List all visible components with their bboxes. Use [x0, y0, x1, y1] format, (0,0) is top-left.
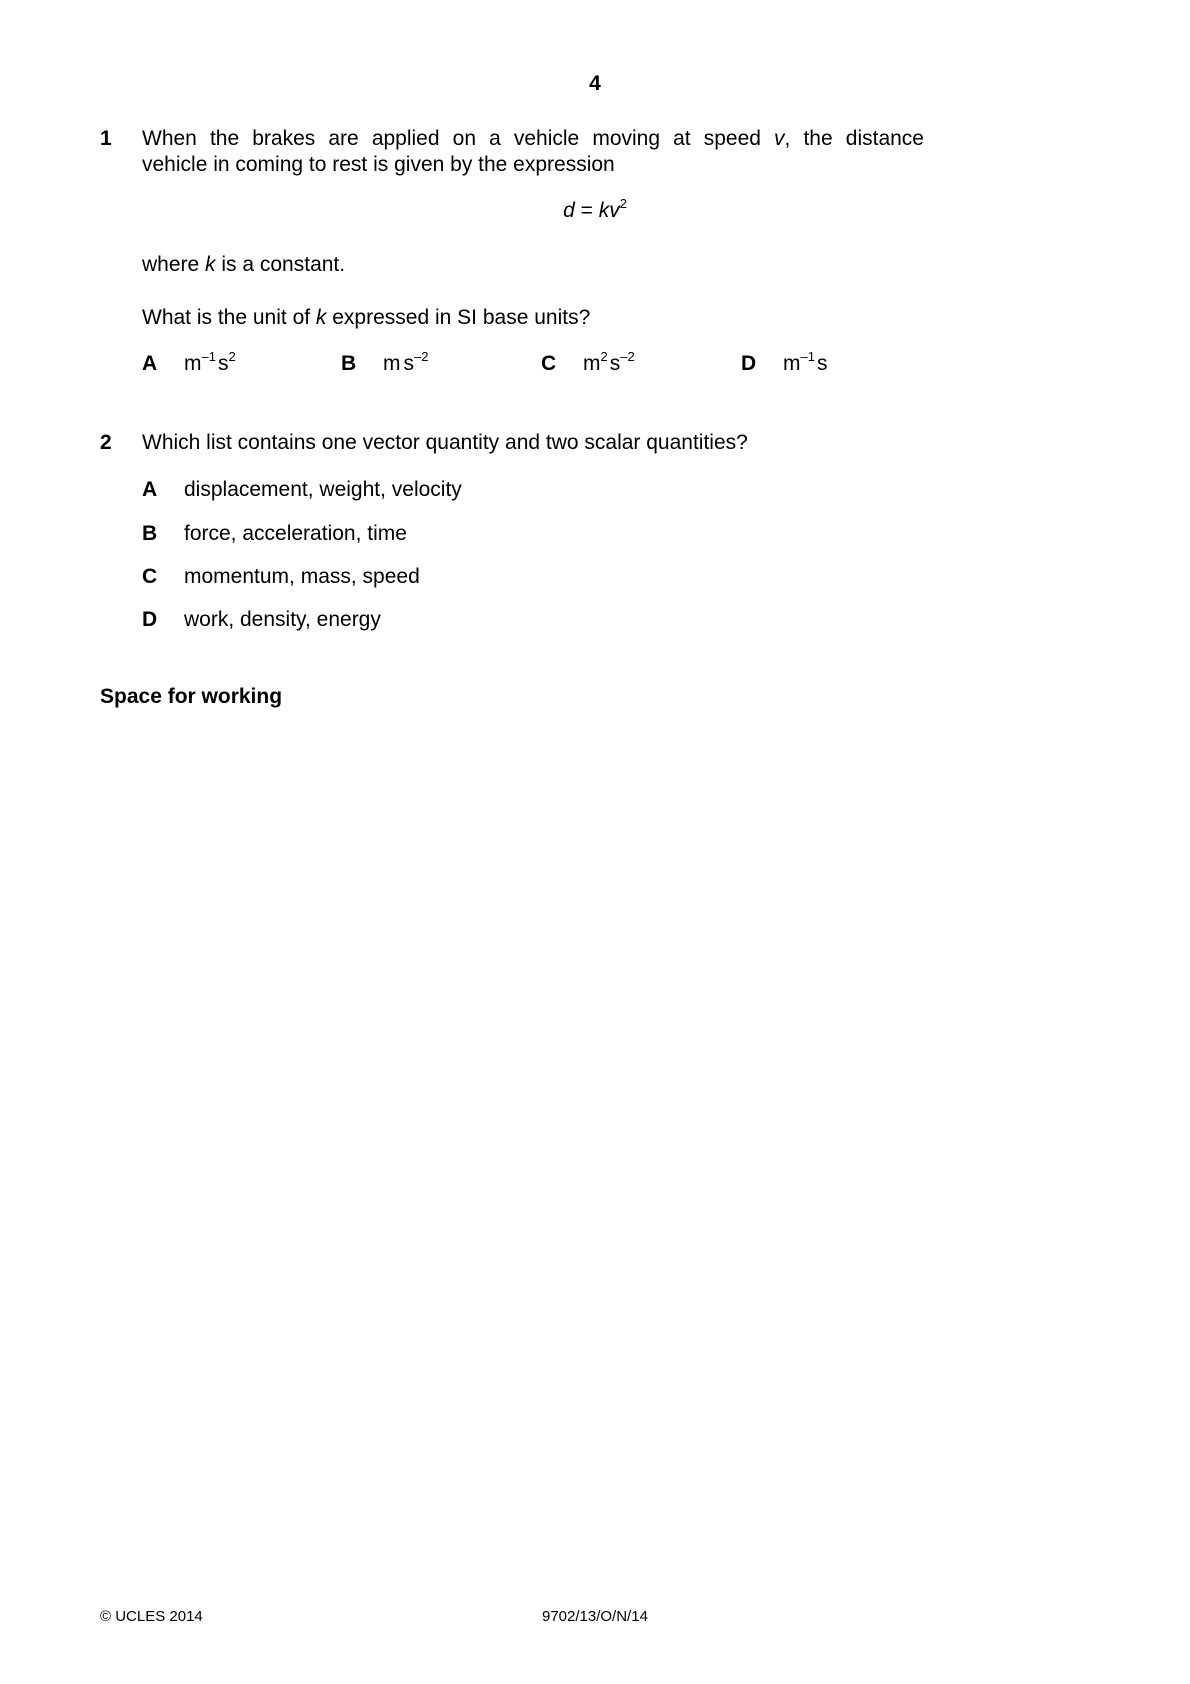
option-unit: [184, 349, 236, 376]
option-letter: C: [142, 565, 158, 588]
question-1-option-a[interactable]: [142, 349, 236, 376]
equation-exponent: 2: [619, 196, 627, 211]
option-letter: A: [142, 352, 158, 375]
option-letter: D: [741, 352, 757, 375]
ask-text: expressed in SI base units?: [326, 306, 591, 329]
where-text: is a constant.: [215, 253, 346, 276]
option-text: work, density, energy: [184, 608, 381, 631]
question-1-option-d[interactable]: [741, 349, 828, 376]
option-unit: [783, 349, 828, 376]
question-1-stem: [142, 126, 924, 178]
equation: [0, 196, 1190, 223]
unit-base: m: [383, 352, 401, 375]
speed-variable: v: [774, 127, 785, 150]
option-text: momentum, mass, speed: [184, 565, 420, 588]
where-statement: [142, 252, 345, 278]
equation-rhs: kv: [598, 199, 620, 222]
unit-exponent: –2: [414, 349, 429, 364]
equation-lhs: d: [563, 199, 575, 222]
option-letter: C: [541, 352, 557, 375]
stem-text: When the brakes are applied on a vehicle moving at speed: [142, 127, 775, 150]
unit-exponent: –1: [201, 349, 216, 364]
question-2-number: 2: [100, 431, 112, 454]
question-2-option-a[interactable]: [142, 478, 462, 502]
option-letter: B: [341, 352, 357, 375]
page-number: 4: [589, 72, 601, 95]
question-1-option-b[interactable]: [341, 349, 429, 376]
unit-base: m: [583, 352, 601, 375]
k-variable: k: [315, 306, 327, 329]
where-text: where: [142, 253, 206, 276]
question-1-option-c[interactable]: [541, 349, 635, 376]
footer-paper-code: 9702/13/O/N/14: [542, 1608, 648, 1625]
option-text: force, acceleration, time: [184, 522, 407, 545]
question-2-stem: Which list contains one vector quantity and two scalar quantities?: [142, 431, 748, 454]
question-1-stem-line-2: vehicle in coming to rest is given by the expression: [142, 153, 615, 176]
ask-text: What is the unit of: [142, 306, 316, 329]
unit-exponent: 2: [228, 349, 236, 364]
question-1-number: 1: [100, 127, 112, 150]
option-letter: D: [142, 608, 158, 631]
option-letter: B: [142, 522, 158, 545]
unit-exponent: –1: [800, 349, 815, 364]
unit-base: s: [816, 352, 828, 375]
equation-equals: =: [574, 199, 599, 222]
question-2-option-d[interactable]: [142, 608, 381, 632]
unit-base: m: [184, 352, 202, 375]
unit-base: m: [783, 352, 801, 375]
unit-base: s: [217, 352, 229, 375]
k-variable: k: [205, 253, 216, 276]
question-2-option-c[interactable]: [142, 565, 420, 589]
question-2-option-b[interactable]: [142, 522, 407, 546]
question-1-ask: [142, 305, 590, 331]
stem-text: , the distance: [784, 127, 924, 150]
question-1-stem-line-1: [142, 126, 924, 152]
unit-exponent: 2: [600, 349, 608, 364]
unit-base: s: [609, 352, 621, 375]
option-unit: [383, 349, 429, 376]
unit-base: s: [403, 352, 414, 375]
option-letter: A: [142, 478, 158, 501]
space-for-working-heading: Space for working: [100, 685, 283, 708]
option-unit: [583, 349, 635, 376]
option-text: displacement, weight, velocity: [184, 478, 462, 501]
unit-exponent: –2: [620, 349, 635, 364]
footer-copyright: © UCLES 2014: [100, 1608, 203, 1625]
